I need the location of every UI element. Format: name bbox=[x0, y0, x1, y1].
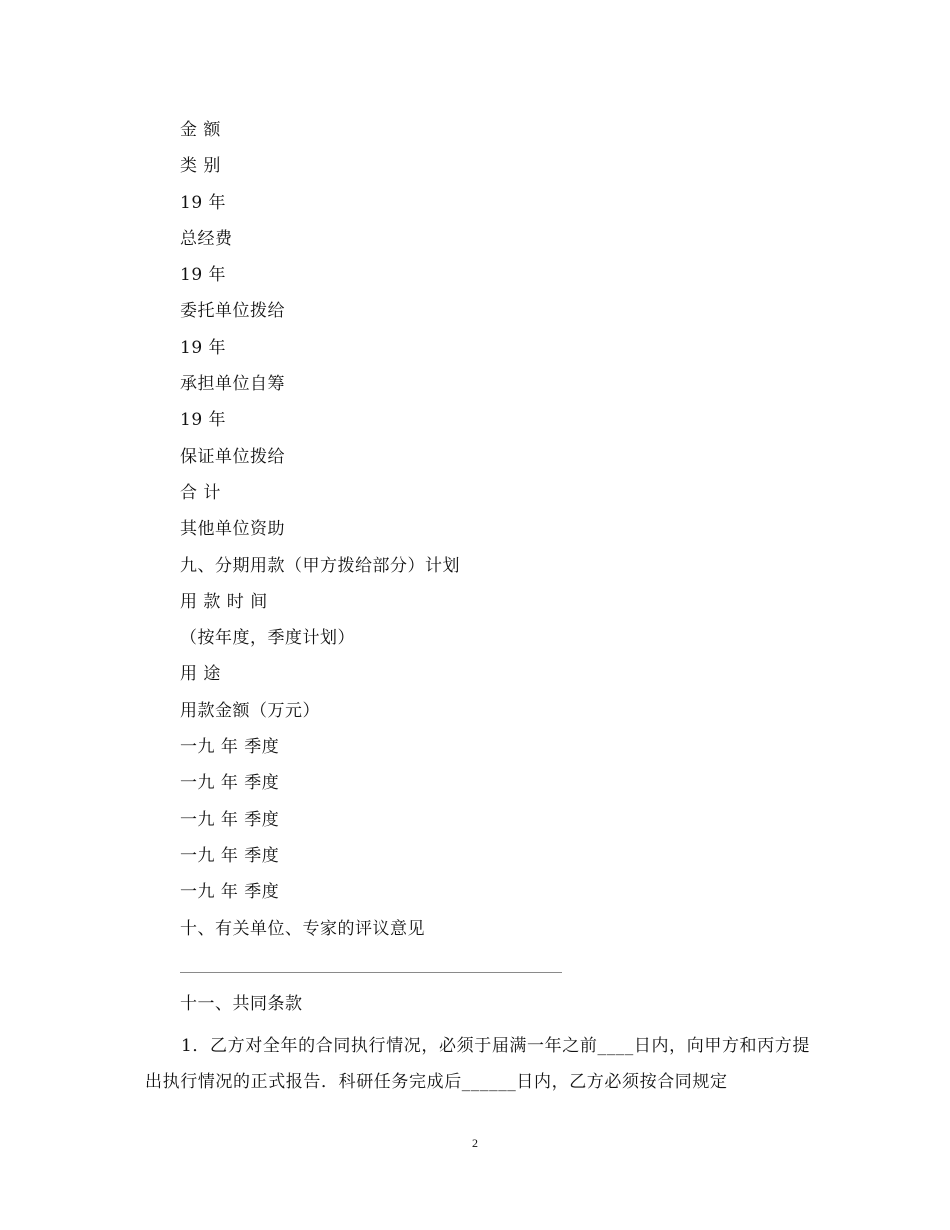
line-quarter-5: 一九 年 季度 bbox=[180, 882, 280, 903]
line-usage-amount: 用款金额（万元） bbox=[180, 700, 320, 721]
line-amount: 金 额 bbox=[180, 120, 221, 140]
section-eleven-heading: 十一、共同条款 bbox=[180, 994, 303, 1014]
line-entrusting-unit: 委托单位拨给 bbox=[180, 301, 285, 322]
content-lines bbox=[180, 118, 820, 953]
line-year-2: 19 年 bbox=[180, 265, 227, 286]
page-number: 2 bbox=[472, 1136, 478, 1150]
line-year-3: 19 年 bbox=[180, 337, 227, 358]
line-undertaking-unit: 承担单位自筹 bbox=[180, 374, 285, 395]
line-category: 类 别 bbox=[180, 156, 221, 177]
line-usage-time: 用 款 时 间 bbox=[180, 591, 268, 612]
line-purpose: 用 途 bbox=[180, 664, 221, 685]
line-total-funds: 总经费 bbox=[180, 228, 233, 249]
line-year-4: 19 年 bbox=[180, 410, 227, 431]
line-plan-note: （按年度，季度计划） bbox=[180, 628, 355, 649]
line-year-1: 19 年 bbox=[180, 192, 227, 213]
line-quarter-1: 一九 年 季度 bbox=[180, 737, 280, 758]
line-guarantor-unit: 保证单位拨给 bbox=[180, 446, 285, 467]
line-quarter-2: 一九 年 季度 bbox=[180, 773, 280, 794]
opinion-blank-line bbox=[180, 972, 562, 973]
line-quarter-4: 一九 年 季度 bbox=[180, 845, 280, 866]
line-subtotal: 合 计 bbox=[180, 482, 221, 503]
line-quarter-3: 一九 年 季度 bbox=[180, 809, 280, 830]
common-terms-paragraph-1: 1．乙方对全年的合同执行情况，必须于届满一年之前____日内，向甲方和丙方提出执行情况的正式报告．科研任务完成后______日内，乙方必须按合同规定 bbox=[145, 1036, 810, 1092]
line-other-funding: 其他单位资助 bbox=[180, 519, 285, 540]
section-ten-heading: 十、有关单位、专家的评议意见 bbox=[180, 918, 425, 939]
section-nine-heading: 九、分期用款（甲方拨给部分）计划 bbox=[180, 555, 460, 576]
